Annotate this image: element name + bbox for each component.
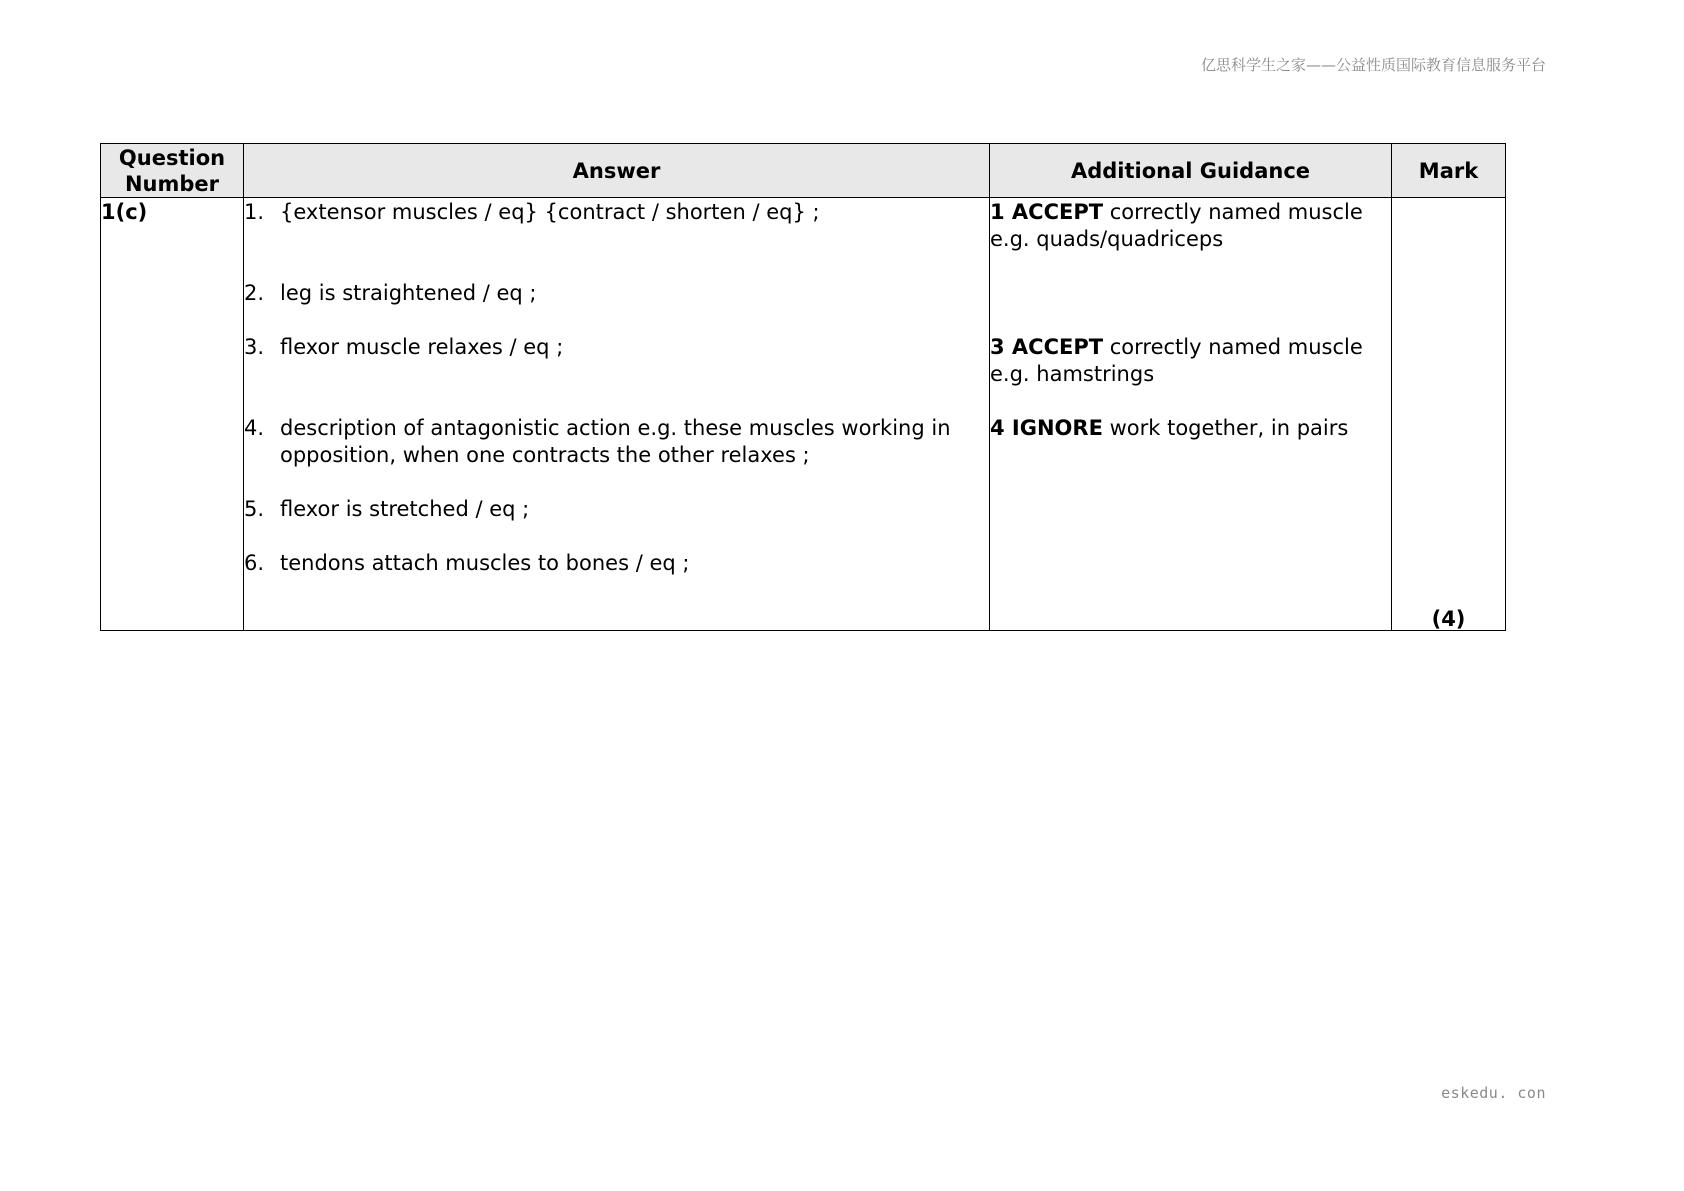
mark-value: (4) <box>1431 607 1466 631</box>
answer-number: 1. <box>244 200 265 224</box>
answer-text: flexor is stretched / eq ; <box>280 497 530 521</box>
guidance-item-3 <box>990 334 1391 388</box>
header-question-line1: Question <box>118 145 226 170</box>
answer-item-6 <box>244 550 989 577</box>
answer-text: flexor muscle relaxes / eq ; <box>280 335 564 359</box>
answer-text: tendons attach muscles to bones / eq ; <box>280 551 690 575</box>
answer-item-1 <box>244 199 989 226</box>
header-mark: Mark <box>1392 144 1506 198</box>
answer-text: {extensor muscles / eq} {contract / shorten / eq} ; <box>280 200 820 224</box>
guidance-keyword: 4 IGNORE <box>990 416 1103 440</box>
answer-number: 2. <box>244 281 265 305</box>
answer-number: 3. <box>244 335 265 359</box>
guidance-keyword: 3 ACCEPT <box>990 335 1104 359</box>
page-header-text: 亿思科学生之家——公益性质国际教育信息服务平台 <box>1200 56 1546 74</box>
guidance-text: correctly named muscle e.g. hamstrings <box>990 335 1363 386</box>
answer-number: 6. <box>244 551 265 575</box>
header-additional-guidance: Additional Guidance <box>990 144 1392 198</box>
table-header-row <box>101 144 1506 198</box>
answer-cell <box>244 198 990 631</box>
question-cell <box>101 198 244 631</box>
guidance-item-4 <box>990 415 1391 442</box>
mark-scheme-table <box>100 143 1506 631</box>
guidance-text: work together, in pairs <box>1102 416 1349 440</box>
question-number: 1(c) <box>101 200 148 224</box>
answer-text: leg is straightened / eq ; <box>280 281 537 305</box>
header-question-number <box>101 144 244 198</box>
answer-text: description of antagonistic action e.g. these muscles working in opposition, when one contracts the other relaxes ; <box>280 416 951 467</box>
header-question-line2: Number <box>124 171 220 196</box>
guidance-item-1 <box>990 199 1391 253</box>
mark-cell <box>1392 198 1506 631</box>
answer-list <box>244 199 989 577</box>
answer-item-5 <box>244 496 989 523</box>
answer-number: 5. <box>244 497 265 521</box>
guidance-cell <box>990 198 1392 631</box>
page-footer-text: eskedu. con <box>1441 1084 1546 1102</box>
guidance-keyword: 1 ACCEPT <box>990 200 1104 224</box>
table-row <box>101 198 1506 631</box>
guidance-text: correctly named muscle e.g. quads/quadriceps <box>990 200 1363 251</box>
answer-number: 4. <box>244 416 265 440</box>
header-answer: Answer <box>244 144 990 198</box>
answer-item-2 <box>244 280 989 307</box>
answer-item-3 <box>244 334 989 361</box>
answer-item-4 <box>244 415 989 469</box>
